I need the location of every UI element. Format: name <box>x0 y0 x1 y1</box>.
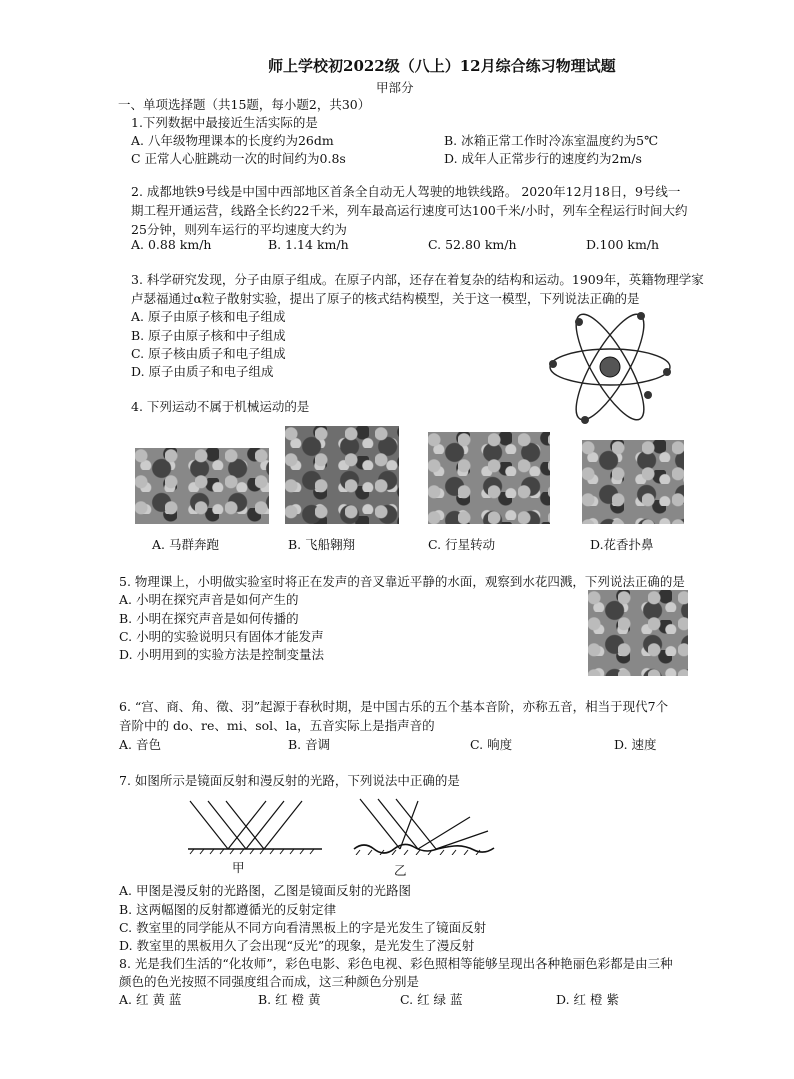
q7-option-a: A. 甲图是漫反射的光路图，乙图是镜面反射的光路图 <box>119 883 411 898</box>
electron-icon <box>575 318 583 326</box>
q3-line2: 卢瑟福通过α粒子散射实验，提出了原子的核式结构模型，关于这一模型，下列说法正确的是 <box>131 291 640 306</box>
q5-option-c: C. 小明的实验说明只有固体才能发声 <box>119 629 324 644</box>
q3-line1: 3. 科学研究发现，分子由原子组成。在原子内部，还存在着复杂的结构和运动。1909年，英籍物理学家 <box>131 272 704 287</box>
q8-line1: 8. 光是我们生活的“化妆师”，彩色电影、彩色电视、彩色照相等能够呈现出各种艳丽色彩都是由三种 <box>119 956 673 971</box>
section-heading: 一、单项选择题（共15题，每小题2，共30） <box>118 97 371 112</box>
q2-option-a: A. 0.88 km/h <box>131 237 212 252</box>
horses-running-image <box>135 448 269 524</box>
q1-option-d: D. 成年人正常步行的速度约为2m/s <box>444 151 642 166</box>
q3-option-b: B. 原子由原子核和中子组成 <box>131 328 286 343</box>
electron-icon <box>644 391 652 399</box>
q1-option-a: A. 八年级物理课本的长度约为26dm <box>131 133 334 148</box>
specular-reflection-diagram <box>180 793 330 855</box>
page-subtitle: 甲部分 <box>376 80 414 95</box>
diffuse-reflection-diagram <box>348 793 498 855</box>
q8-option-c: C. 红 绿 蓝 <box>400 992 463 1007</box>
q8-option-a: A. 红 黄 蓝 <box>119 992 182 1007</box>
q6-option-d: D. 速度 <box>614 737 657 752</box>
q7-stem: 7. 如图所示是镜面反射和漫反射的光路，下列说法中正确的是 <box>119 773 460 788</box>
electron-icon <box>637 312 645 320</box>
q8-option-d: D. 红 橙 紫 <box>556 992 619 1007</box>
q2-line2: 期工程开通运营，线路全长约22千米，列车最高运行速度可达100千米/小时，列车全程运行时间大约 <box>131 203 688 218</box>
q3-option-c: C. 原子核由质子和电子组成 <box>131 346 286 361</box>
spaceship-image <box>285 426 399 524</box>
q8-option-b: B. 红 橙 黄 <box>258 992 321 1007</box>
q5-stem: 5. 物理课上，小明做实验室时将正在发声的音叉靠近平静的水面，观察到水花四溅，下列说法正确的是 <box>119 574 685 589</box>
q6-line1: 6. “宫、商、角、徵、羽”起源于春秋时期，是中国古乐的五个基本音阶，亦称五音，相当于现代7个 <box>119 699 669 714</box>
q4-option-d: D.花香扑鼻 <box>590 537 654 552</box>
q3-option-d: D. 原子由质子和电子组成 <box>131 364 274 379</box>
diagram-label-jia: 甲 <box>232 860 245 875</box>
nucleus-icon <box>600 357 620 377</box>
q2-line3: 25分钟，则列车运行的平均速度大约为 <box>131 222 347 237</box>
q1-option-b: B. 冰箱正常工作时冷冻室温度约为5℃ <box>444 133 659 148</box>
electron-icon <box>663 368 671 376</box>
electron-icon <box>549 360 557 368</box>
q3-option-a: A. 原子由原子核和电子组成 <box>131 309 286 324</box>
flower-fragrance-image <box>582 440 684 524</box>
q2-line1: 2. 成都地铁9号线是中国中西部地区首条全自动无人驾驶的地铁线路。 2020年12月18日，9号线一 <box>131 184 681 199</box>
q7-option-c: C. 教室里的同学能从不同方向看清黑板上的字是光发生了镜面反射 <box>119 920 487 935</box>
atom-model-diagram <box>545 302 675 432</box>
diagram-label-yi: 乙 <box>394 863 407 878</box>
q6-option-b: B. 音调 <box>288 737 331 752</box>
q4-option-b: B. 飞船翱翔 <box>288 537 356 552</box>
q8-line2: 颜色的色光按照不同强度组合而成，这三种颜色分别是 <box>119 974 420 989</box>
q6-line2: 音阶中的 do、re、mi、sol、la，五音实际上是指声音的 <box>119 718 435 733</box>
q2-option-b: B. 1.14 km/h <box>268 237 349 252</box>
q7-option-b: B. 这两幅图的反射都遵循光的反射定律 <box>119 902 337 917</box>
q1-stem: 1.下列数据中最接近生活实际的是 <box>131 115 318 130</box>
q5-option-a: A. 小明在探究声音是如何产生的 <box>119 592 299 607</box>
q4-option-c: C. 行星转动 <box>428 537 496 552</box>
q2-option-d: D.100 km/h <box>586 237 660 252</box>
page-title: 师上学校初2022级（八上）12月综合练习物理试题 <box>268 57 616 75</box>
q7-option-d: D. 教室里的黑板用久了会出现“反光”的现象，是光发生了漫反射 <box>119 938 475 953</box>
q1-option-c: C 正常人心脏跳动一次的时间约为0.8s <box>131 151 346 166</box>
q5-option-d: D. 小明用到的实验方法是控制变量法 <box>119 647 325 662</box>
q4-stem: 4. 下列运动不属于机械运动的是 <box>131 399 310 414</box>
q2-option-c: C. 52.80 km/h <box>428 237 517 252</box>
tuning-fork-water-image <box>588 590 688 676</box>
q6-option-c: C. 响度 <box>470 737 513 752</box>
electron-icon <box>581 416 589 424</box>
q6-option-a: A. 音色 <box>119 737 161 752</box>
q4-option-a: A. 马群奔跑 <box>152 537 219 552</box>
planet-rotation-image <box>428 432 550 524</box>
q5-option-b: B. 小明在探究声音是如何传播的 <box>119 611 299 626</box>
